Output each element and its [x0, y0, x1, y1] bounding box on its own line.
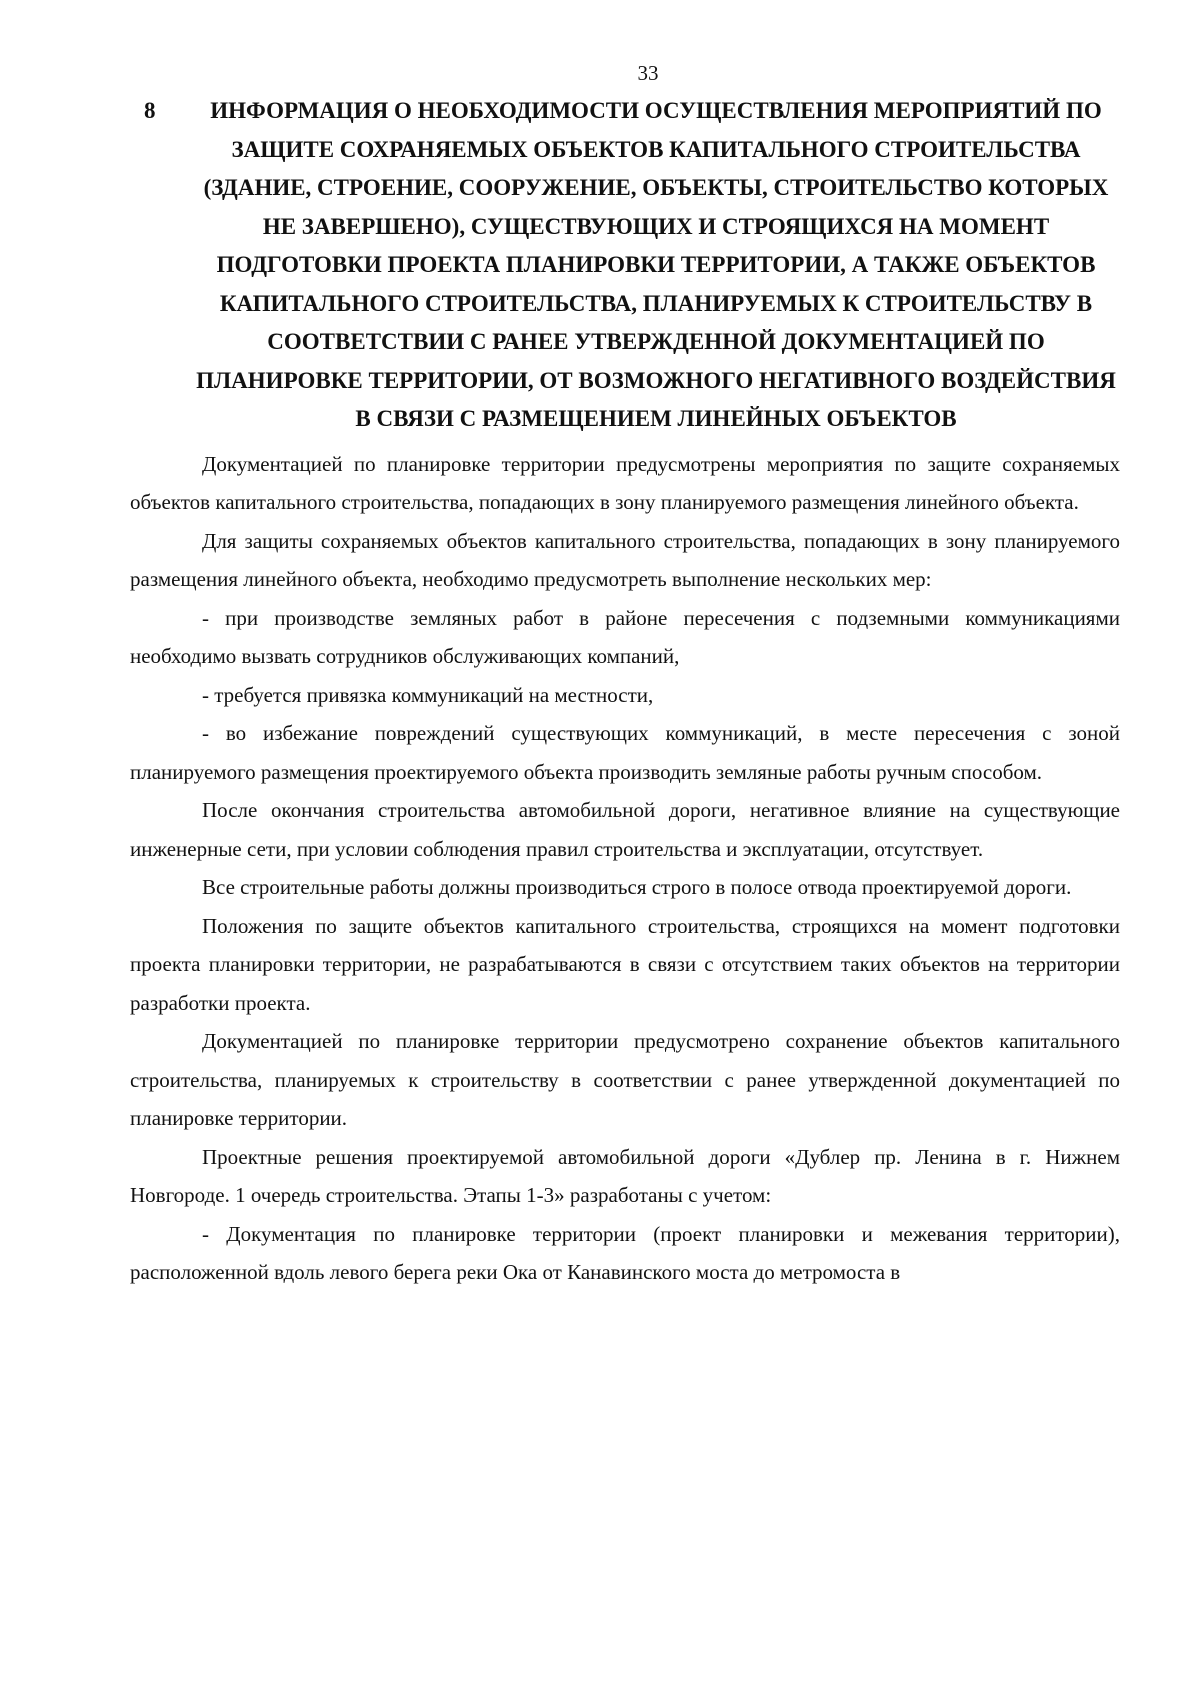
- paragraph: После окончания строительства автомобильной дороги, негативное влияние на существующие инженерные сети, при условии соблюдения правил строительства и эксплуатации, отсутствует.: [130, 798, 1120, 861]
- paragraph: Документацией по планировке территории предусмотрены мероприятия по защите сохраняемых объектов капитального строительства, попадающих в зону планируемого размещения линейного объекта.: [130, 451, 1120, 514]
- body-text: [130, 445, 1120, 1292]
- document-page: [130, 60, 1120, 1292]
- paragraph: Документацией по планировке территории предусмотрено сохранение объектов капитального строительства, планируемых к строительству в соответствии с ранее утвержденной документацией по планировке территории.: [130, 1029, 1120, 1130]
- paragraph: Проектные решения проектируемой автомобильной дороги «Дублер пр. Ленина в г. Нижнем Новгороде. 1 очередь строительства. Этапы 1-3» разработаны с учетом:: [130, 1144, 1120, 1207]
- section-number: 8: [144, 98, 156, 123]
- section-title: ИНФОРМАЦИЯ О НЕОБХОДИМОСТИ ОСУЩЕСТВЛЕНИЯ МЕРОПРИЯТИЙ ПО ЗАЩИТЕ СОХРАНЯЕМЫХ ОБЪЕКТОВ КАПИТАЛЬНОГО СТРОИТЕЛЬСТВА (ЗДАНИЕ, СТРОЕНИЕ, СООРУЖЕНИЕ, ОБЪЕКТЫ, СТРОИТЕЛЬСТВО КОТОРЫХ НЕ ЗАВЕРШЕНО), СУЩЕСТВУЮЩИХ И СТРОЯЩИХСЯ НА МОМЕНТ ПОДГОТОВКИ ПРОЕКТА ПЛАНИРОВКИ ТЕРРИТОРИИ, А ТАКЖЕ ОБЪЕКТОВ КАПИТАЛЬНОГО СТРОИТЕЛЬСТВА, ПЛАНИРУЕМЫХ К СТРОИТЕЛЬСТВУ В СООТВЕТСТВИИ С РАНЕЕ УТВЕРЖДЕННОЙ ДОКУМЕНТАЦИЕЙ ПО ПЛАНИРОВКЕ ТЕРРИТОРИИ, ОТ ВОЗМОЖНОГО НЕГАТИВНОГО ВОЗДЕЙСТВИЯ В СВЯЗИ С РАЗМЕЩЕНИЕМ ЛИНЕЙНЫХ ОБЪЕКТОВ: [196, 98, 1116, 431]
- paragraph: Все строительные работы должны производиться строго в полосе отвода проектируемой дороги.: [202, 875, 1072, 899]
- section-heading: [130, 92, 1120, 439]
- list-item: - при производстве земляных работ в районе пересечения с подземными коммуникациями необходимо вызвать сотрудников обслуживающих компаний,: [130, 605, 1120, 668]
- paragraph: Для защиты сохраняемых объектов капитального строительства, попадающих в зону планируемого размещения линейного объекта, необходимо предусмотреть выполнение нескольких мер:: [130, 528, 1120, 591]
- page-number: 33: [637, 61, 659, 85]
- list-item: - Документация по планировке территории (проект планировки и межевания территории), расположенной вдоль левого берега реки Ока от Канавинского моста до метромоста в: [130, 1221, 1120, 1284]
- list-item: - во избежание повреждений существующих коммуникаций, в месте пересечения с зоной планируемого размещения проектируемого объекта производить земляные работы ручным способом.: [130, 721, 1120, 784]
- paragraph: Положения по защите объектов капитального строительства, строящихся на момент подготовки проекта планировки территории, не разрабатываются в связи с отсутствием таких объектов на территории разработки проекта.: [130, 913, 1120, 1015]
- list-item: - требуется привязка коммуникаций на местности,: [202, 682, 654, 707]
